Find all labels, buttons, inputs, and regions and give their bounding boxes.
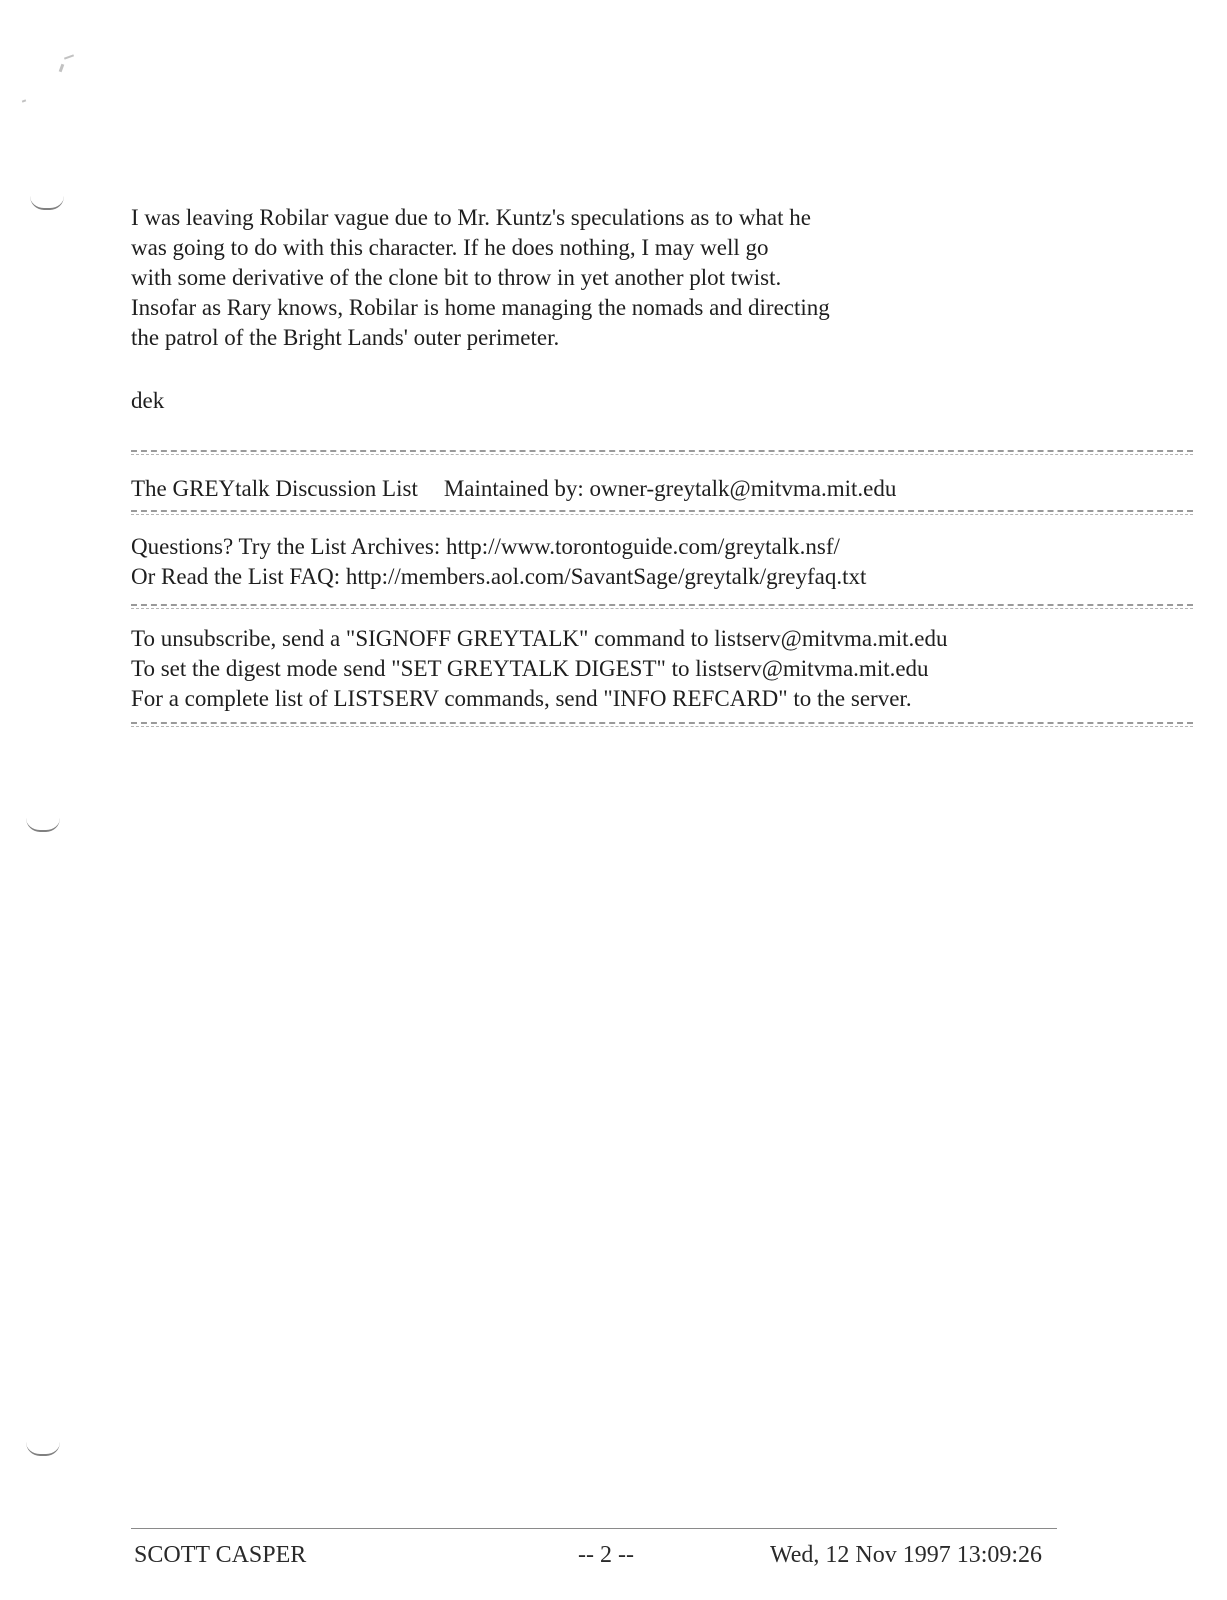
separator-rule [131, 450, 1193, 452]
paragraph-line: the patrol of the Bright Lands' outer perimeter. [131, 325, 560, 350]
binder-hole-mark [30, 196, 64, 210]
list-links-block [131, 532, 866, 592]
letter-paragraph [131, 203, 961, 353]
binder-hole-mark [26, 1442, 60, 1456]
paragraph-line: with some derivative of the clone bit to throw in yet another plot twist. [131, 265, 782, 290]
digest-line: To set the digest mode send "SET GREYTALK DIGEST" to listserv@mitvma.mit.edu [131, 656, 929, 681]
scan-speck [64, 54, 74, 59]
footer-date: Wed, 12 Nov 1997 13:09:26 [770, 1542, 1043, 1568]
separator-rule [131, 604, 1193, 606]
maintainer-line: Maintained by: owner-greytalk@mitvma.mit.edu [443, 476, 897, 501]
archives-line: Questions? Try the List Archives: http://www.torontoguide.com/greytalk.nsf/ [131, 534, 840, 559]
footer-author: SCOTT CASPER [134, 1542, 307, 1568]
signature: dek [131, 388, 165, 413]
list-commands-block [131, 624, 948, 714]
binder-hole-mark [26, 818, 60, 832]
scan-speck [22, 99, 26, 102]
paragraph-line: I was leaving Robilar vague due to Mr. Kuntz's speculations as to what he [131, 205, 811, 230]
separator-rule [131, 722, 1193, 724]
faq-line: Or Read the List FAQ: http://members.aol.com/SavantSage/greytalk/greyfaq.txt [131, 564, 867, 589]
unsubscribe-line: To unsubscribe, send a "SIGNOFF GREYTALK" command to listserv@mitvma.mit.edu [131, 626, 948, 651]
list-name: The GREYtalk Discussion List [131, 476, 418, 501]
paragraph-line: was going to do with this character. If he does nothing, I may well go [131, 235, 769, 260]
list-header-block [131, 474, 896, 504]
paragraph-line: Insofar as Rary knows, Robilar is home managing the nomads and directing [131, 295, 830, 320]
footer-page-number: -- 2 -- [578, 1542, 634, 1568]
scan-speck [59, 64, 65, 73]
separator-rule [131, 510, 1193, 512]
commands-line: For a complete list of LISTSERV commands, send "INFO REFCARD" to the server. [131, 686, 912, 711]
page-footer-rule [131, 1528, 1057, 1529]
